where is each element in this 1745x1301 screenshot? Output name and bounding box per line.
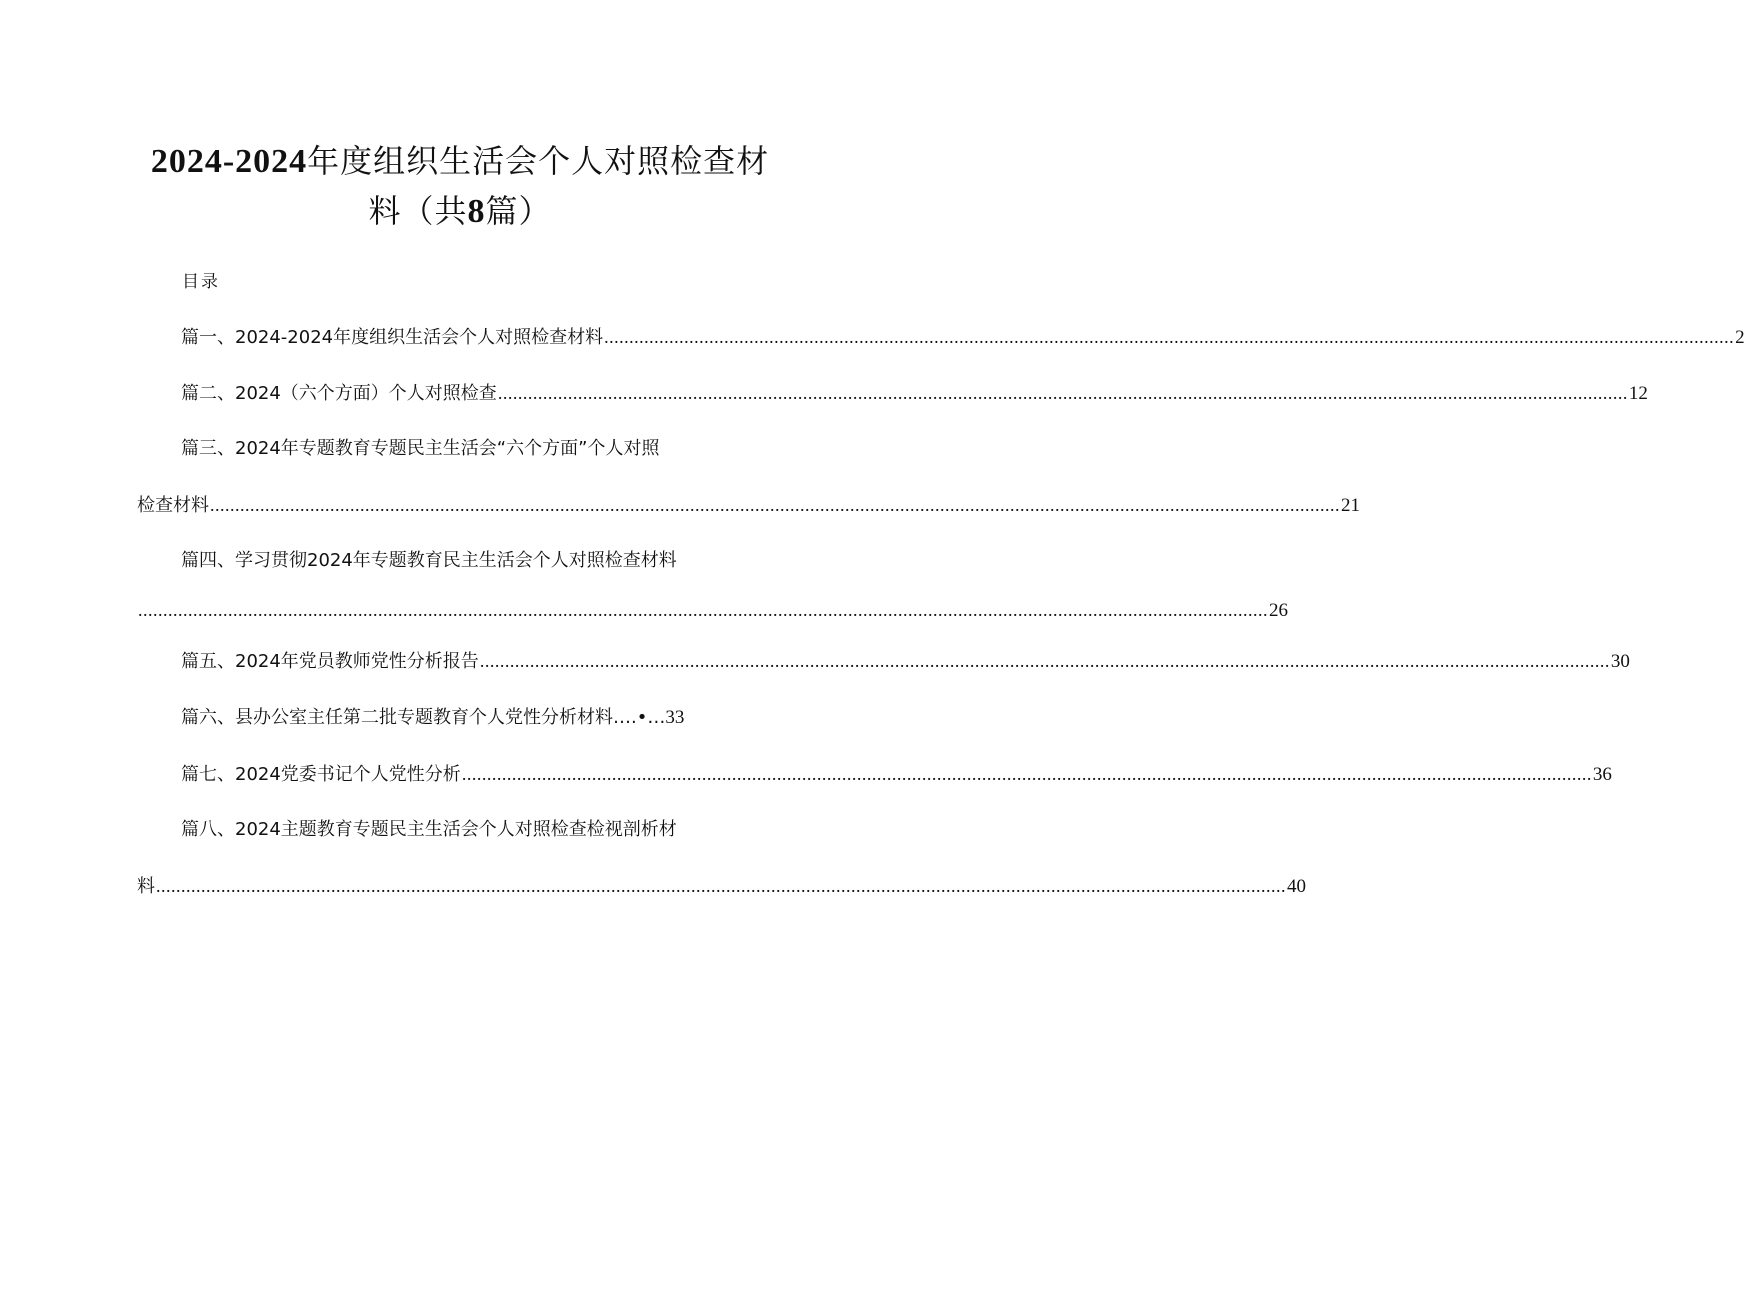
dot-leader: .................................................................................................................................................................................................................................. (461, 764, 1592, 784)
toc-page-number: 12 (1628, 383, 1648, 404)
toc-entry-3[interactable] (137, 492, 1360, 519)
toc-page-number: 30 (1610, 651, 1630, 672)
dot-leader: .................................................................................................................................................................................................................................. (210, 495, 1340, 515)
toc-page-number: 26 (1269, 600, 1288, 621)
toc-page-number: 21 (1341, 495, 1360, 516)
document-title-line-1: 2024-2024年度组织生活会个人对照检查材 (150, 142, 770, 180)
toc-page-number: 2 (1735, 327, 1745, 348)
toc-entry-8[interactable] (137, 873, 1306, 900)
dot-leader: .................................................................................................................................................................................................................................. (138, 600, 1268, 620)
toc-entry-title: 篇七、2024党委书记个人党性分析 (181, 764, 461, 785)
toc-entry-8-title[interactable]: 篇八、2024主题教育专题民主生活会个人对照检查检视剖析材 (181, 819, 677, 840)
toc-entry-title: 篇二、2024（六个方面）个人对照检查 (181, 383, 497, 404)
toc-entry-5[interactable] (181, 648, 1630, 675)
toc-entry-continuation: 料 (137, 876, 155, 897)
document-title-line-2: 料（共8篇） (368, 192, 552, 230)
toc-heading: 目录 (182, 272, 220, 292)
toc-page-number: 33 (665, 707, 685, 728)
toc-page-number: 40 (1287, 876, 1306, 897)
toc-entry-title: 篇五、2024年党员教师党性分析报告 (181, 651, 479, 672)
toc-entry-title: 篇六、县办公室主任第二批专题教育个人党性分析材料….•… (181, 707, 666, 728)
toc-entry-4-title[interactable]: 篇四、学习贯彻2024年专题教育民主生活会个人对照检查材料 (181, 550, 677, 571)
dot-leader: .................................................................................................................................................................................................................................. (497, 383, 1628, 403)
toc-entry-continuation: 检查材料 (137, 495, 209, 516)
toc-entry-7[interactable] (181, 761, 1612, 788)
dot-leader: .................................................................................................................................................................................................................................. (604, 327, 1735, 347)
dot-leader: .................................................................................................................................................................................................................................. (156, 876, 1286, 896)
toc-entry-2[interactable] (181, 380, 1648, 407)
toc-entry-6[interactable] (181, 705, 729, 731)
toc-entry-1[interactable] (181, 324, 1745, 351)
toc-entry-3-title[interactable]: 篇三、2024年专题教育专题民主生活会“六个方面”个人对照 (181, 438, 660, 459)
toc-entry-title: 篇一、2024-2024年度组织生活会个人对照检查材料 (181, 327, 604, 348)
toc-page-number: 36 (1592, 764, 1612, 785)
dot-leader: .................................................................................................................................................................................................................................. (479, 651, 1610, 671)
toc-entry-4[interactable] (137, 597, 1288, 624)
